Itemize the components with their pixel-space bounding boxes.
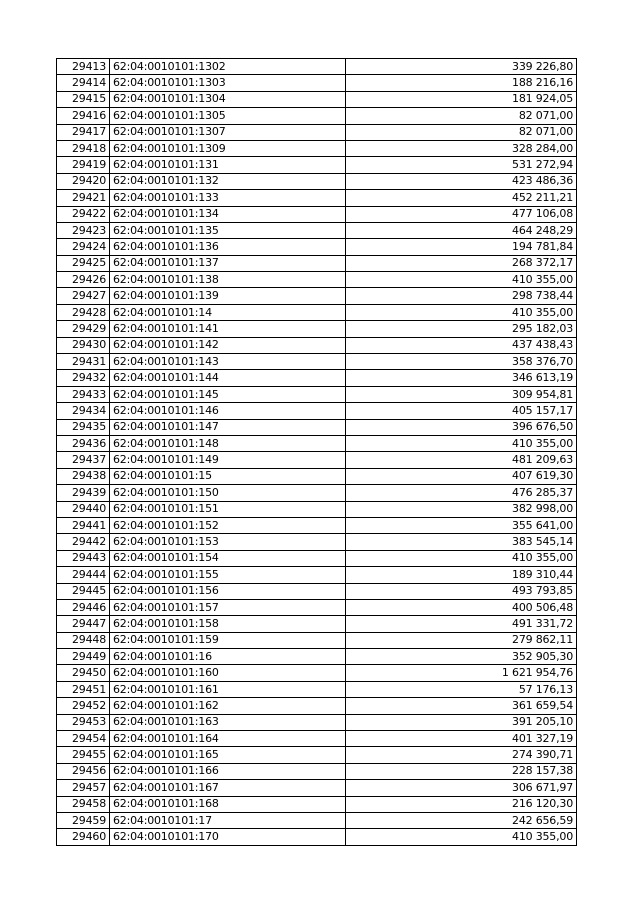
row-number-cell: 29423 bbox=[57, 222, 110, 238]
cadastral-value-cell: 1 621 954,76 bbox=[346, 665, 577, 681]
cadastral-value-cell: 189 310,44 bbox=[346, 567, 577, 583]
row-number-cell: 29413 bbox=[57, 59, 110, 75]
table-row bbox=[57, 288, 577, 304]
table-row bbox=[57, 304, 577, 320]
cadastral-number-cell: 62:04:0010101:1303 bbox=[110, 75, 346, 91]
cadastral-number-cell: 62:04:0010101:135 bbox=[110, 222, 346, 238]
table-row bbox=[57, 632, 577, 648]
table-row bbox=[57, 452, 577, 468]
row-number-cell: 29415 bbox=[57, 91, 110, 107]
cadastral-value-cell: 405 157,17 bbox=[346, 403, 577, 419]
table-row bbox=[57, 616, 577, 632]
table-row bbox=[57, 649, 577, 665]
row-number-cell: 29454 bbox=[57, 731, 110, 747]
table-row bbox=[57, 272, 577, 288]
cadastral-number-cell: 62:04:0010101:15 bbox=[110, 468, 346, 484]
table-row bbox=[57, 337, 577, 353]
cadastral-value-cell: 452 211,21 bbox=[346, 190, 577, 206]
cadastral-value-cell: 400 506,48 bbox=[346, 599, 577, 615]
cadastral-number-cell: 62:04:0010101:153 bbox=[110, 534, 346, 550]
cadastral-value-cell: 491 331,72 bbox=[346, 616, 577, 632]
table-row bbox=[57, 206, 577, 222]
row-number-cell: 29435 bbox=[57, 419, 110, 435]
cadastral-number-cell: 62:04:0010101:156 bbox=[110, 583, 346, 599]
cadastral-number-cell: 62:04:0010101:144 bbox=[110, 370, 346, 386]
row-number-cell: 29422 bbox=[57, 206, 110, 222]
cadastral-number-cell: 62:04:0010101:137 bbox=[110, 255, 346, 271]
table-row bbox=[57, 583, 577, 599]
row-number-cell: 29451 bbox=[57, 681, 110, 697]
cadastral-value-cell: 57 176,13 bbox=[346, 681, 577, 697]
cadastral-value-cell: 481 209,63 bbox=[346, 452, 577, 468]
cadastral-value-cell: 306 671,97 bbox=[346, 780, 577, 796]
row-number-cell: 29430 bbox=[57, 337, 110, 353]
table-row bbox=[57, 419, 577, 435]
row-number-cell: 29456 bbox=[57, 763, 110, 779]
cadastral-value-cell: 410 355,00 bbox=[346, 435, 577, 451]
cadastral-number-cell: 62:04:0010101:158 bbox=[110, 616, 346, 632]
row-number-cell: 29428 bbox=[57, 304, 110, 320]
cadastral-value-cell: 274 390,71 bbox=[346, 747, 577, 763]
cadastral-number-cell: 62:04:0010101:147 bbox=[110, 419, 346, 435]
table-row bbox=[57, 173, 577, 189]
cadastral-number-cell: 62:04:0010101:159 bbox=[110, 632, 346, 648]
cadastral-value-cell: 391 205,10 bbox=[346, 714, 577, 730]
table-row bbox=[57, 370, 577, 386]
cadastral-number-cell: 62:04:0010101:1307 bbox=[110, 124, 346, 140]
cadastral-number-cell: 62:04:0010101:14 bbox=[110, 304, 346, 320]
row-number-cell: 29426 bbox=[57, 272, 110, 288]
table-row bbox=[57, 222, 577, 238]
table-row bbox=[57, 714, 577, 730]
cadastral-number-cell: 62:04:0010101:149 bbox=[110, 452, 346, 468]
cadastral-number-cell: 62:04:0010101:152 bbox=[110, 517, 346, 533]
cadastral-value-cell: 268 372,17 bbox=[346, 255, 577, 271]
cadastral-value-cell: 228 157,38 bbox=[346, 763, 577, 779]
row-number-cell: 29431 bbox=[57, 354, 110, 370]
cadastral-number-cell: 62:04:0010101:151 bbox=[110, 501, 346, 517]
cadastral-number-cell: 62:04:0010101:162 bbox=[110, 698, 346, 714]
row-number-cell: 29439 bbox=[57, 485, 110, 501]
table-row bbox=[57, 665, 577, 681]
table-row bbox=[57, 321, 577, 337]
table-row bbox=[57, 599, 577, 615]
row-number-cell: 29460 bbox=[57, 829, 110, 845]
row-number-cell: 29445 bbox=[57, 583, 110, 599]
cadastral-number-cell: 62:04:0010101:167 bbox=[110, 780, 346, 796]
table-row bbox=[57, 534, 577, 550]
cadastral-number-cell: 62:04:0010101:136 bbox=[110, 239, 346, 255]
row-number-cell: 29448 bbox=[57, 632, 110, 648]
row-number-cell: 29433 bbox=[57, 386, 110, 402]
table-row bbox=[57, 124, 577, 140]
cadastral-value-cell: 82 071,00 bbox=[346, 124, 577, 140]
cadastral-number-cell: 62:04:0010101:138 bbox=[110, 272, 346, 288]
row-number-cell: 29420 bbox=[57, 173, 110, 189]
row-number-cell: 29453 bbox=[57, 714, 110, 730]
table-row bbox=[57, 485, 577, 501]
cadastral-number-cell: 62:04:0010101:148 bbox=[110, 435, 346, 451]
table-row bbox=[57, 59, 577, 75]
cadastral-value-cell: 339 226,80 bbox=[346, 59, 577, 75]
table-body bbox=[57, 59, 577, 846]
row-number-cell: 29455 bbox=[57, 747, 110, 763]
row-number-cell: 29447 bbox=[57, 616, 110, 632]
table-row bbox=[57, 108, 577, 124]
cadastral-value-cell: 194 781,84 bbox=[346, 239, 577, 255]
row-number-cell: 29459 bbox=[57, 812, 110, 828]
table-row bbox=[57, 75, 577, 91]
row-number-cell: 29442 bbox=[57, 534, 110, 550]
cadastral-value-cell: 423 486,36 bbox=[346, 173, 577, 189]
table-row bbox=[57, 157, 577, 173]
cadastral-value-cell: 216 120,30 bbox=[346, 796, 577, 812]
cadastral-number-cell: 62:04:0010101:150 bbox=[110, 485, 346, 501]
cadastral-number-cell: 62:04:0010101:155 bbox=[110, 567, 346, 583]
cadastral-number-cell: 62:04:0010101:142 bbox=[110, 337, 346, 353]
row-number-cell: 29432 bbox=[57, 370, 110, 386]
cadastral-value-cell: 328 284,00 bbox=[346, 140, 577, 156]
cadastral-value-cell: 401 327,19 bbox=[346, 731, 577, 747]
table-row bbox=[57, 681, 577, 697]
table-row bbox=[57, 501, 577, 517]
cadastral-number-cell: 62:04:0010101:1302 bbox=[110, 59, 346, 75]
table-row bbox=[57, 780, 577, 796]
cadastral-number-cell: 62:04:0010101:143 bbox=[110, 354, 346, 370]
cadastral-value-cell: 346 613,19 bbox=[346, 370, 577, 386]
table-row bbox=[57, 731, 577, 747]
cadastral-value-cell: 410 355,00 bbox=[346, 304, 577, 320]
cadastral-value-cell: 279 862,11 bbox=[346, 632, 577, 648]
table-row bbox=[57, 550, 577, 566]
cadastral-number-cell: 62:04:0010101:1309 bbox=[110, 140, 346, 156]
row-number-cell: 29457 bbox=[57, 780, 110, 796]
cadastral-value-cell: 355 641,00 bbox=[346, 517, 577, 533]
row-number-cell: 29418 bbox=[57, 140, 110, 156]
table-row bbox=[57, 354, 577, 370]
table-row bbox=[57, 403, 577, 419]
row-number-cell: 29441 bbox=[57, 517, 110, 533]
cadastral-number-cell: 62:04:0010101:132 bbox=[110, 173, 346, 189]
cadastral-value-cell: 476 285,37 bbox=[346, 485, 577, 501]
cadastral-value-cell: 493 793,85 bbox=[346, 583, 577, 599]
row-number-cell: 29434 bbox=[57, 403, 110, 419]
cadastral-value-cell: 437 438,43 bbox=[346, 337, 577, 353]
table-row bbox=[57, 567, 577, 583]
cadastral-number-cell: 62:04:0010101:17 bbox=[110, 812, 346, 828]
cadastral-value-cell: 410 355,00 bbox=[346, 550, 577, 566]
cadastral-value-cell: 410 355,00 bbox=[346, 829, 577, 845]
row-number-cell: 29440 bbox=[57, 501, 110, 517]
row-number-cell: 29452 bbox=[57, 698, 110, 714]
cadastral-value-cell: 309 954,81 bbox=[346, 386, 577, 402]
table-row bbox=[57, 91, 577, 107]
cadastral-number-cell: 62:04:0010101:145 bbox=[110, 386, 346, 402]
table-row bbox=[57, 812, 577, 828]
cadastral-number-cell: 62:04:0010101:139 bbox=[110, 288, 346, 304]
cadastral-value-cell: 382 998,00 bbox=[346, 501, 577, 517]
cadastral-number-cell: 62:04:0010101:157 bbox=[110, 599, 346, 615]
cadastral-number-cell: 62:04:0010101:1305 bbox=[110, 108, 346, 124]
table-row bbox=[57, 140, 577, 156]
cadastral-number-cell: 62:04:0010101:168 bbox=[110, 796, 346, 812]
cadastral-value-cell: 477 106,08 bbox=[346, 206, 577, 222]
cadastral-value-cell: 407 619,30 bbox=[346, 468, 577, 484]
row-number-cell: 29425 bbox=[57, 255, 110, 271]
row-number-cell: 29458 bbox=[57, 796, 110, 812]
cadastral-number-cell: 62:04:0010101:131 bbox=[110, 157, 346, 173]
row-number-cell: 29437 bbox=[57, 452, 110, 468]
row-number-cell: 29429 bbox=[57, 321, 110, 337]
cadastral-number-cell: 62:04:0010101:16 bbox=[110, 649, 346, 665]
table-row bbox=[57, 517, 577, 533]
cadastral-number-cell: 62:04:0010101:166 bbox=[110, 763, 346, 779]
cadastral-value-cell: 352 905,30 bbox=[346, 649, 577, 665]
cadastral-number-cell: 62:04:0010101:161 bbox=[110, 681, 346, 697]
table-row bbox=[57, 239, 577, 255]
cadastral-number-cell: 62:04:0010101:133 bbox=[110, 190, 346, 206]
cadastral-number-cell: 62:04:0010101:154 bbox=[110, 550, 346, 566]
table-row bbox=[57, 386, 577, 402]
table-row bbox=[57, 829, 577, 845]
row-number-cell: 29416 bbox=[57, 108, 110, 124]
cadastral-number-cell: 62:04:0010101:1304 bbox=[110, 91, 346, 107]
cadastral-value-cell: 464 248,29 bbox=[346, 222, 577, 238]
cadastral-number-cell: 62:04:0010101:163 bbox=[110, 714, 346, 730]
cadastral-number-cell: 62:04:0010101:141 bbox=[110, 321, 346, 337]
row-number-cell: 29446 bbox=[57, 599, 110, 615]
cadastral-value-cell: 82 071,00 bbox=[346, 108, 577, 124]
cadastral-value-cell: 298 738,44 bbox=[346, 288, 577, 304]
row-number-cell: 29419 bbox=[57, 157, 110, 173]
cadastral-value-cell: 188 216,16 bbox=[346, 75, 577, 91]
row-number-cell: 29421 bbox=[57, 190, 110, 206]
table-row bbox=[57, 796, 577, 812]
table-row bbox=[57, 190, 577, 206]
table-row bbox=[57, 468, 577, 484]
cadastral-value-cell: 295 182,03 bbox=[346, 321, 577, 337]
row-number-cell: 29417 bbox=[57, 124, 110, 140]
cadastral-value-cell: 531 272,94 bbox=[346, 157, 577, 173]
cadastral-value-cell: 358 376,70 bbox=[346, 354, 577, 370]
cadastral-number-cell: 62:04:0010101:160 bbox=[110, 665, 346, 681]
cadastral-number-cell: 62:04:0010101:170 bbox=[110, 829, 346, 845]
table-row bbox=[57, 763, 577, 779]
row-number-cell: 29443 bbox=[57, 550, 110, 566]
table-row bbox=[57, 747, 577, 763]
cadastral-value-cell: 242 656,59 bbox=[346, 812, 577, 828]
cadastral-number-cell: 62:04:0010101:165 bbox=[110, 747, 346, 763]
row-number-cell: 29436 bbox=[57, 435, 110, 451]
cadastral-value-cell: 396 676,50 bbox=[346, 419, 577, 435]
cadastral-number-cell: 62:04:0010101:146 bbox=[110, 403, 346, 419]
row-number-cell: 29444 bbox=[57, 567, 110, 583]
cadastral-value-cell: 361 659,54 bbox=[346, 698, 577, 714]
cadastral-value-table bbox=[56, 58, 577, 846]
cadastral-value-cell: 181 924,05 bbox=[346, 91, 577, 107]
row-number-cell: 29424 bbox=[57, 239, 110, 255]
table-row bbox=[57, 698, 577, 714]
row-number-cell: 29438 bbox=[57, 468, 110, 484]
row-number-cell: 29414 bbox=[57, 75, 110, 91]
row-number-cell: 29449 bbox=[57, 649, 110, 665]
cadastral-value-cell: 383 545,14 bbox=[346, 534, 577, 550]
row-number-cell: 29450 bbox=[57, 665, 110, 681]
cadastral-value-cell: 410 355,00 bbox=[346, 272, 577, 288]
table-row bbox=[57, 435, 577, 451]
table-row bbox=[57, 255, 577, 271]
cadastral-number-cell: 62:04:0010101:134 bbox=[110, 206, 346, 222]
cadastral-number-cell: 62:04:0010101:164 bbox=[110, 731, 346, 747]
row-number-cell: 29427 bbox=[57, 288, 110, 304]
